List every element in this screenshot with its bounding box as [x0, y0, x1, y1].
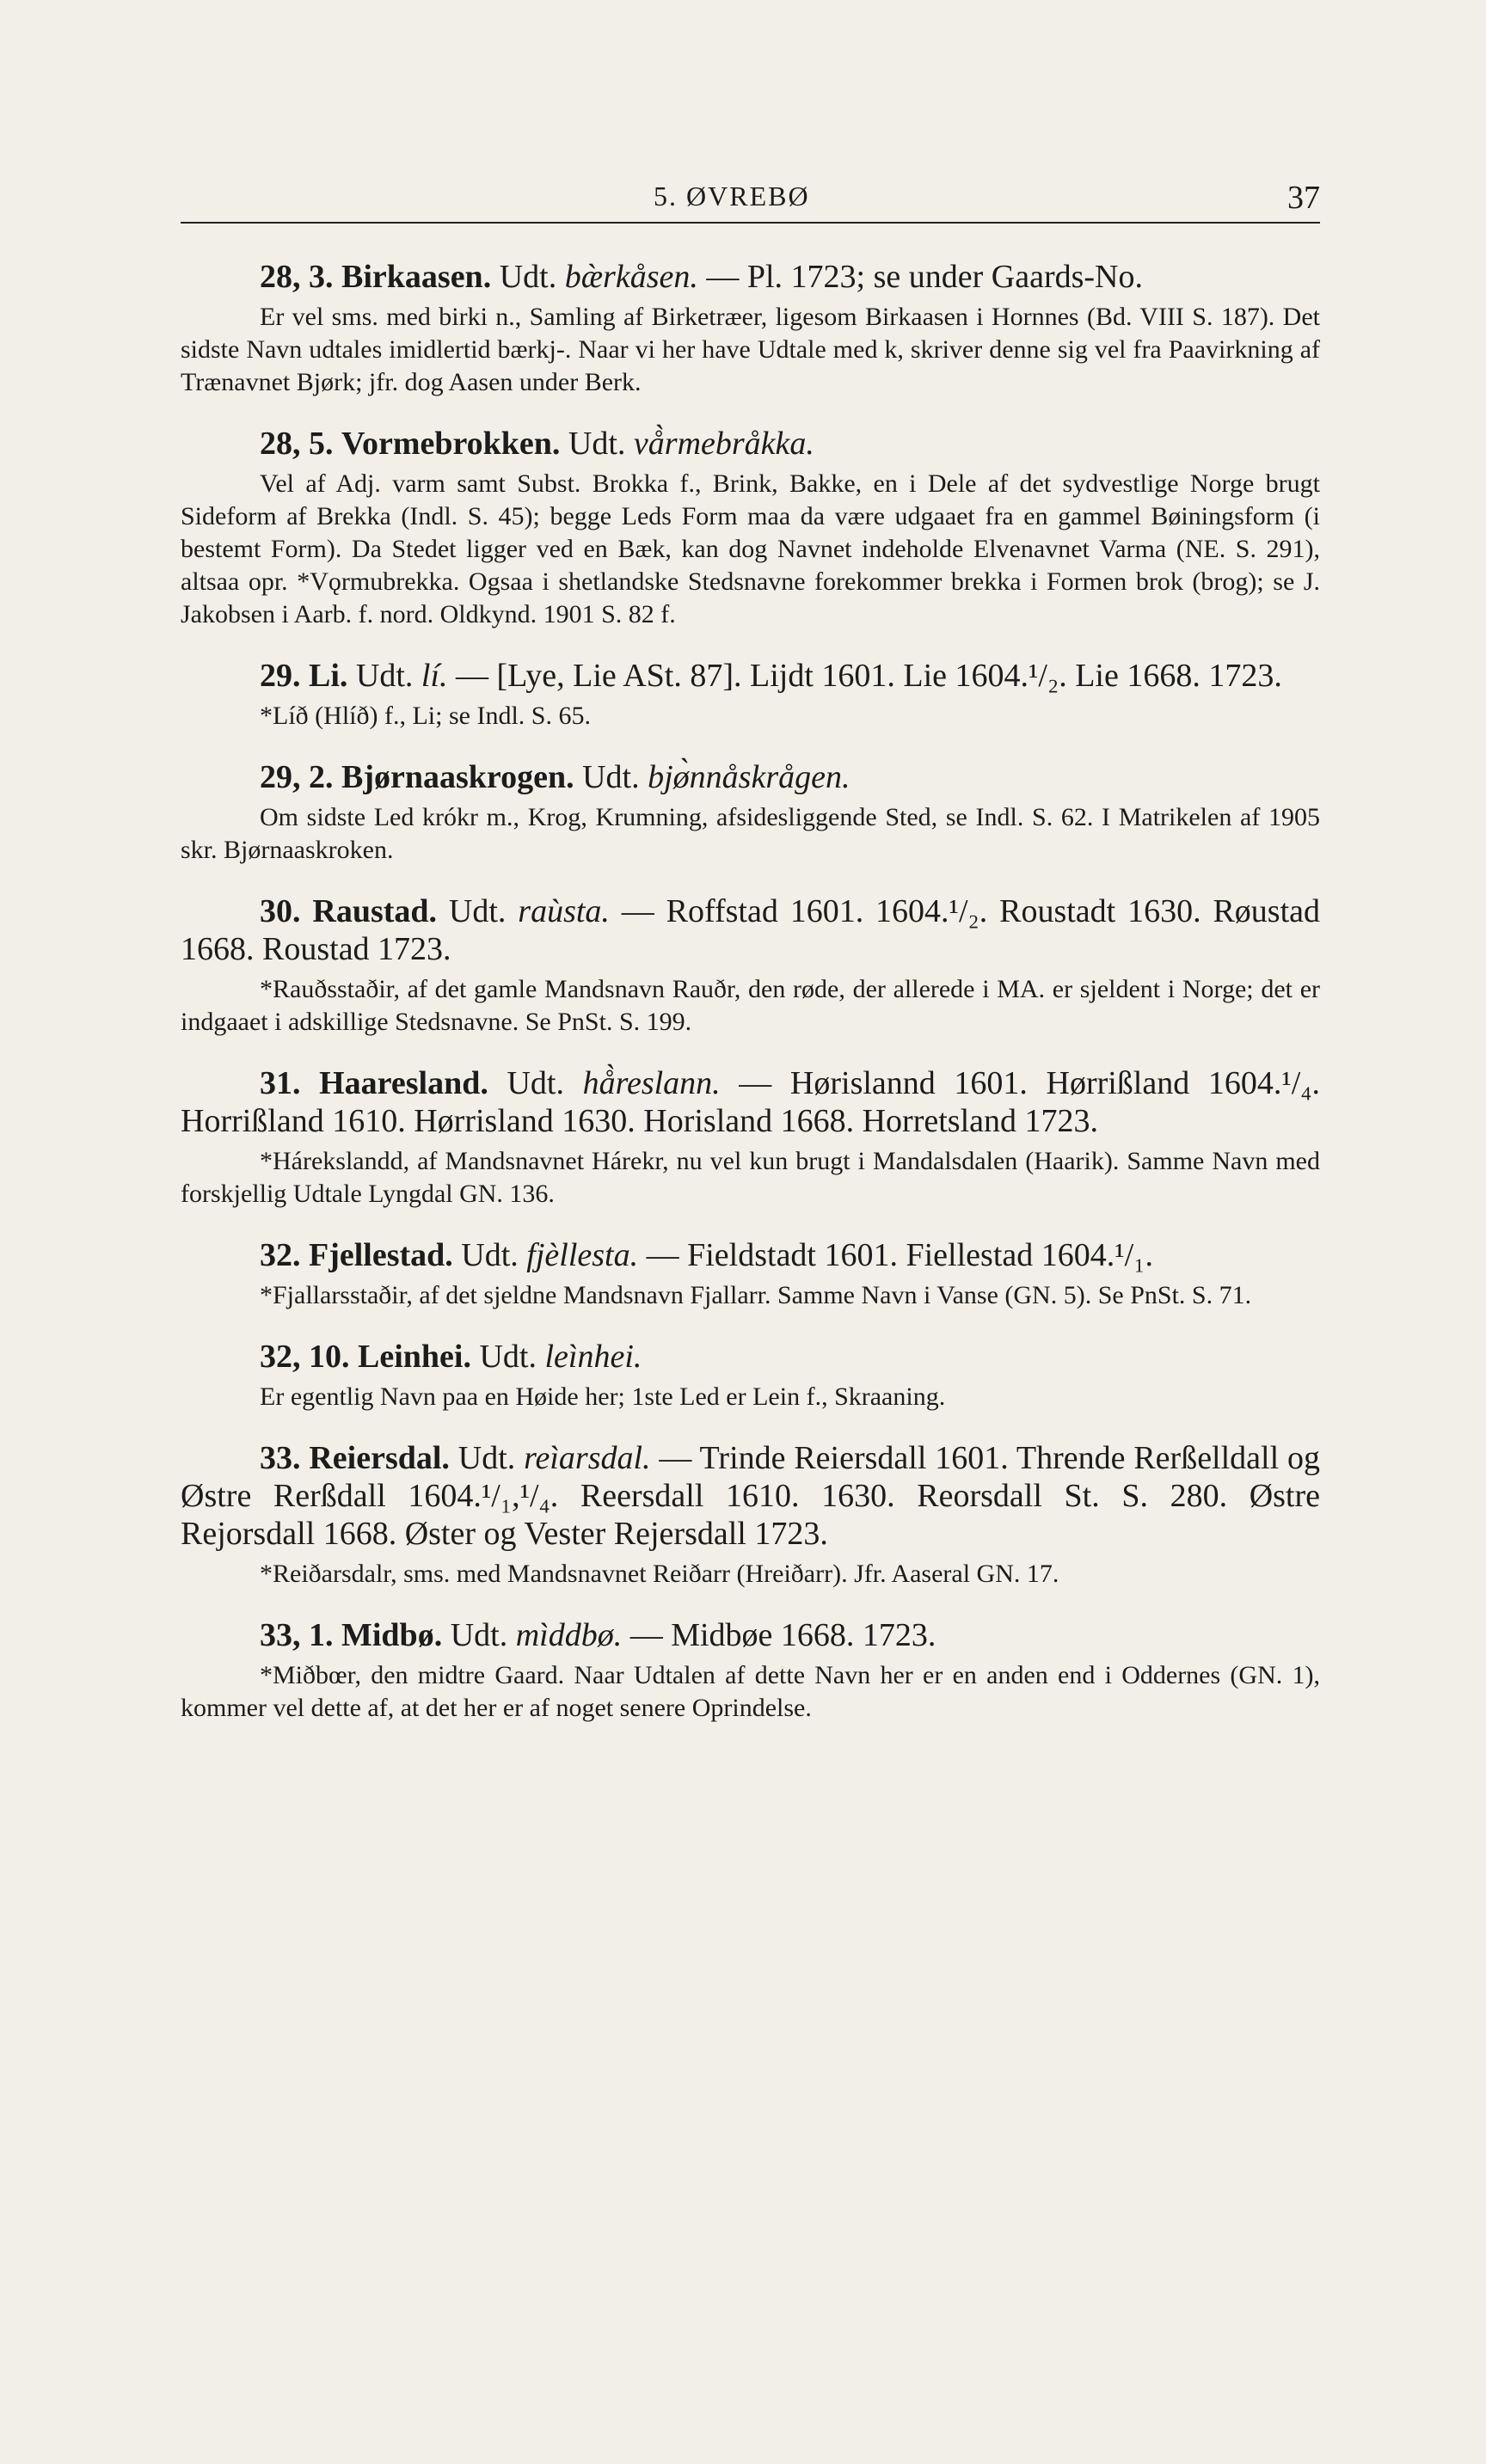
entry-number: 29. — [260, 658, 301, 694]
entry-29 — [181, 657, 1320, 732]
pronunciation: leìnhei. — [544, 1339, 642, 1375]
historical-forms: — Pl. 1723; se under Gaards-No. — [697, 259, 1143, 295]
entry-heading — [181, 1236, 1320, 1274]
pronunciation: lí. — [421, 658, 448, 694]
entry-body: *Líð (Hlíð) f., Li; se Indl. S. 65. — [260, 702, 591, 730]
pronunciation: raùsta. — [518, 893, 610, 929]
entries — [181, 258, 1320, 1750]
pronunciation: bæ̀rkåsen. — [564, 259, 698, 295]
page-number: 37 — [1287, 180, 1320, 216]
header-rule — [181, 222, 1320, 224]
udt-label: Udt. — [448, 893, 507, 929]
udt-label: Udt. — [355, 658, 414, 694]
historical-forms: — Hørislannd 1601. Hørrißland 1604.¹/₄. Horrißland 1610. Hørrisland 1630. Horisland 1668. Horretsland 1723. — [181, 1065, 1321, 1139]
entry-heading — [181, 657, 1320, 695]
udt-label: Udt. — [479, 1339, 537, 1375]
pronunciation: reìarsdal. — [524, 1440, 651, 1476]
entry-body: *Miðbœr, den midtre Gaard. Naar Udtalen af dette Navn her er en anden end i Oddernes (GN. 1), kommer vel dette af, at det her er af noget senere Oprindelse. — [181, 1661, 1320, 1722]
entry-28-3 — [181, 258, 1320, 399]
entry-32-10 — [181, 1338, 1320, 1413]
entry-body: *Reiðarsdalr, sms. med Mandsnavnet Reiðarr (Hreiðarr). Jfr. Aaseral GN. 17. — [260, 1560, 1059, 1588]
entry-number: 28, 5. — [260, 426, 334, 462]
entry-30 — [181, 892, 1320, 1039]
udt-label: Udt. — [582, 759, 640, 795]
pronunciation: mìddbø. — [515, 1617, 623, 1653]
historical-forms: — Roffstad 1601. 1604.¹/₂. Roustadt 1630. Røustad 1668. Roustad 1723. — [181, 893, 1321, 967]
historical-forms: — Fieldstadt 1601. Fiellestad 1604.¹/₁. — [638, 1237, 1153, 1273]
entry-name: Midbø. — [341, 1617, 443, 1653]
historical-forms: — Trinde Reiersdall 1601. Thrende Rerßelldall og Østre Rerßdall 1604.¹/₁,¹/₄. Reersdall 1610. 1630. Reorsdall St. S. 280. Østre Rejorsdall 1668. Øster og Vester Rejersdall 1723. — [181, 1440, 1320, 1552]
pronunciation: hå̀reslann. — [582, 1065, 721, 1101]
entry-name: Reiersdal. — [309, 1440, 450, 1476]
entry-heading — [181, 425, 1320, 463]
pronunciation: vå̀rmebråkka. — [633, 426, 814, 462]
pronunciation: fjèllesta. — [526, 1237, 639, 1273]
entry-heading — [181, 1616, 1320, 1654]
running-title: 5. ØVREBØ — [654, 181, 810, 211]
udt-label: Udt. — [457, 1440, 516, 1476]
entry-name: Fjellestad. — [309, 1237, 453, 1273]
historical-forms: — [Lye, Lie ASt. 87]. Lijdt 1601. Lie 1604.¹/₂. Lie 1668. 1723. — [447, 658, 1282, 694]
entry-body: Om sidste Led krókr m., Krog, Krumning, afsidesliggende Sted, se Indl. S. 62. I Matrikelen af 1905 skr. Bjørnaaskroken. — [181, 803, 1320, 864]
entry-heading — [181, 258, 1320, 296]
entry-name: Li. — [309, 658, 348, 694]
entry-heading — [181, 892, 1320, 968]
entry-body: *Fjallarsstaðir, af det sjeldne Mandsnavn Fjallarr. Samme Navn i Vanse (GN. 5). Se PnSt. S. 71. — [260, 1281, 1252, 1309]
entry-name: Raustad. — [312, 893, 438, 929]
entry-28-5 — [181, 425, 1320, 631]
entry-33 — [181, 1439, 1320, 1591]
entry-number: 32. — [260, 1237, 301, 1273]
entry-body: Er vel sms. med birki n., Samling af Birketræer, ligesom Birkaasen i Hornnes (Bd. VIII S. 187). Det sidste Navn udtales imidlertid bærkj-. Naar vi her have Udtale med k, skriver denne sig vel fra Paavirkning af Trænavnet Bjørk; jfr. dog Aasen under Berk. — [181, 303, 1320, 396]
pronunciation: bjø̀nnåskrågen. — [648, 759, 850, 795]
entry-number: 33. — [260, 1440, 301, 1476]
entry-32 — [181, 1236, 1320, 1312]
entry-number: 33, 1. — [260, 1617, 334, 1653]
entry-body: Er egentlig Navn paa en Høide her; 1ste Led er Lein f., Skraaning. — [260, 1382, 946, 1411]
entry-heading — [181, 1064, 1320, 1140]
entry-name: Haaresland. — [319, 1065, 488, 1101]
entry-body: *Rauðsstaðir, af det gamle Mandsnavn Rauðr, den røde, der allerede i MA. er sjeldent i Norge; det er indgaaet i adskillige Stedsnavne. Se PnSt. S. 199. — [181, 975, 1320, 1036]
entry-heading — [181, 758, 1320, 796]
entry-33-1 — [181, 1616, 1320, 1725]
entry-heading — [181, 1338, 1320, 1376]
entry-name: Birkaasen. — [341, 259, 492, 295]
entry-name: Leinhei. — [358, 1339, 471, 1375]
entry-name: Bjørnaaskrogen. — [341, 759, 574, 795]
entry-number: 30. — [260, 893, 301, 929]
entry-number: 29, 2. — [260, 759, 334, 795]
udt-label: Udt. — [507, 1065, 564, 1101]
historical-forms: — Midbøe 1668. 1723. — [622, 1617, 936, 1653]
entry-29-2 — [181, 758, 1320, 867]
entry-number: 31. — [260, 1065, 301, 1101]
entry-31 — [181, 1064, 1320, 1211]
page-header — [181, 172, 1320, 224]
entry-body: *Hárekslandd, af Mandsnavnet Hárekr, nu vel kun brugt i Mandalsdalen (Haarik). Samme Navn med forskjellig Udtale Lyngdal GN. 136. — [181, 1147, 1320, 1208]
entry-number: 28, 3. — [260, 259, 334, 295]
entry-heading — [181, 1439, 1320, 1553]
udt-label: Udt. — [461, 1237, 519, 1273]
entry-body: Vel af Adj. varm samt Subst. Brokka f., Brink, Bakke, en i Dele af det sydvestlige Norge brugt Sideform af Brekka (Indl. S. 45); begge Leds Form maa da være udgaaet fra en gammel Bøiningsform (i bestemt Form). Da Stedet ligger ved en Bæk, kan dog Navnet indeholde Elvenavnet Varma (NE. S. 291), altsaa opr. *Vǫrmubrekka. Ogsaa i shetlandske Stedsnavne forekommer brekka i Formen brok (brog); se J. Jakobsen i Aarb. f. nord. Oldkynd. 1901 S. 82 f. — [181, 469, 1320, 628]
entry-number: 32, 10. — [260, 1339, 350, 1375]
udt-label: Udt. — [499, 259, 557, 295]
udt-label: Udt. — [568, 426, 626, 462]
entry-name: Vormebrokken. — [341, 426, 561, 462]
udt-label: Udt. — [450, 1617, 508, 1653]
